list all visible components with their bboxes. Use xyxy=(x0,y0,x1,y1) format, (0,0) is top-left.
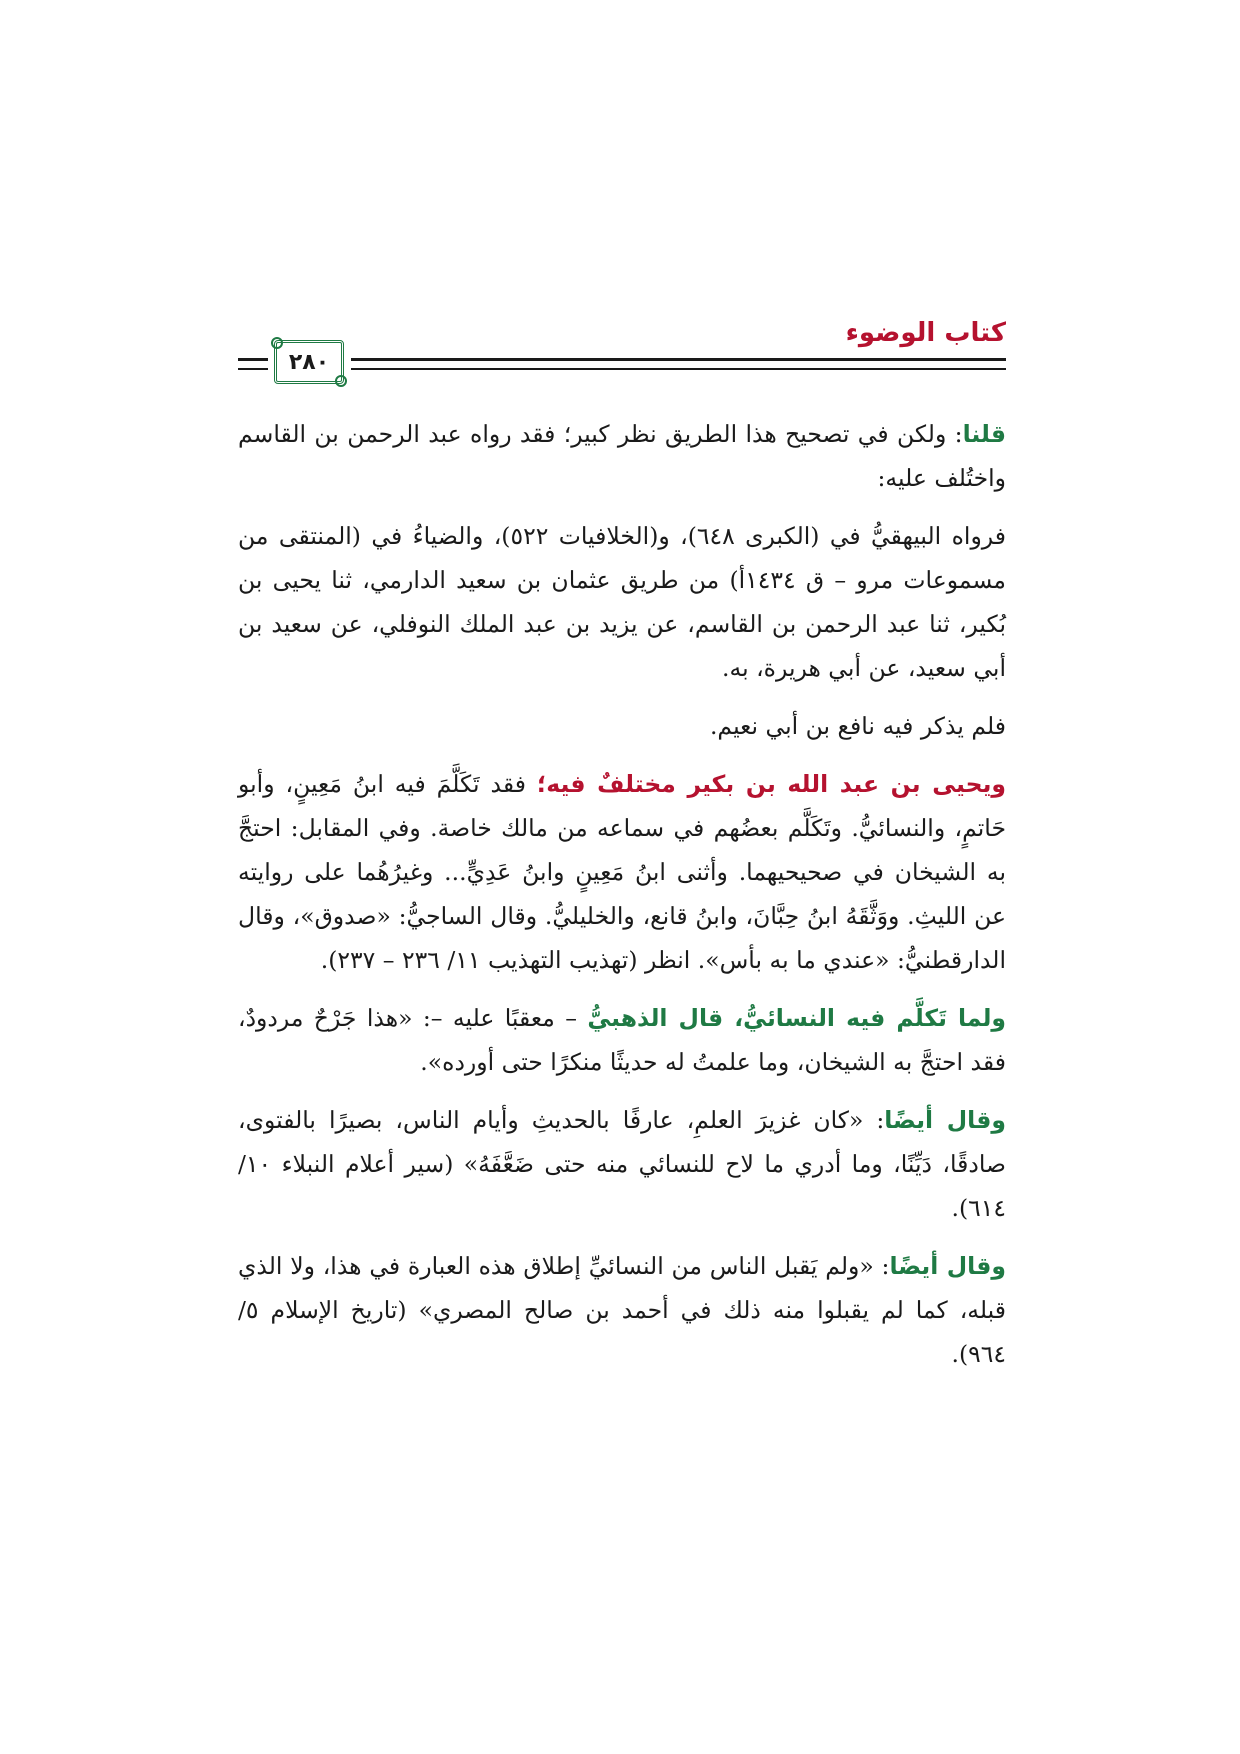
page-number: ٢٨٠ xyxy=(288,349,330,375)
paragraph xyxy=(238,996,1006,1084)
page-header xyxy=(238,312,1006,382)
paragraph-lead: ويحيى بن عبد الله بن بكير مختلفٌ فيه؛ xyxy=(536,770,1006,798)
chapter-title: كتاب الوضوء xyxy=(845,318,1006,348)
paragraph-text: : ولكن في تصحيح هذا الطريق نظر كبير؛ فقد رواه عبد الرحمن بن القاسم واختُلف عليه: xyxy=(238,420,1006,492)
paragraph-lead: وقال أيضًا xyxy=(889,1252,1007,1280)
paragraph xyxy=(238,412,1006,500)
paragraph-text: فقد تَكَلَّمَ فيه ابنُ مَعِينٍ، وأبو حَاتمٍ، والنسائيُّ. وتَكَلَّم بعضُهم في سماعه من مالك خاصة. وفي المقابل: احتجَّ به الشيخان في صحيحيهما. وأثنى ابنُ مَعِينٍ وابنُ عَدِيٍّ... وغيرُهُما على روايته عن الليثِ. ووَثَّقَهُ ابنُ حِبَّانَ، وابنُ قانع، والخليليُّ. وقال الساجيُّ: «صدوق»، وقال الدارقطنيُّ: «عندي ما به بأس». انظر (تهذيب التهذيب ١١/ ٢٣٦ – ٢٣٧). xyxy=(238,770,1006,974)
paragraph xyxy=(238,514,1006,690)
header-rule-top xyxy=(351,358,1006,361)
page-body xyxy=(238,412,1006,1390)
paragraph-text: فرواه البيهقيُّ في (الكبرى ٦٤٨)، و(الخلافيات ٥٢٢)، والضياءُ في (المنتقى من مسموعات مرو – ق ١٤٣٤أ) من طريق عثمان بن سعيد الدارمي، ثنا يحيى بن بُكير، ثنا عبد الرحمن بن القاسم، عن يزيد بن عبد الملك النوفلي، عن سعيد بن أبي سعيد، عن أبي هريرة، به. xyxy=(238,522,1006,682)
paragraph-lead: قلنا xyxy=(962,420,1006,448)
paragraph xyxy=(238,704,1006,748)
header-rule-bottom xyxy=(351,368,1006,370)
paragraph-text: – معقبًا عليه –: «هذا جَرْحٌ مردودٌ، فقد احتجَّ به الشيخان، وما علمتُ له حديثًا منكرًا حتى أورده». xyxy=(238,1004,1006,1076)
paragraph xyxy=(238,762,1006,982)
paragraph-lead: ولما تَكلَّم فيه النسائيُّ، قال الذهبيُّ xyxy=(587,1004,1006,1032)
paragraph xyxy=(238,1244,1006,1376)
paragraph xyxy=(238,1098,1006,1230)
header-rule-left-top xyxy=(238,358,268,361)
paragraph-lead: وقال أيضًا xyxy=(884,1106,1006,1134)
page-number-frame xyxy=(274,340,344,384)
paragraph-text: : «كان غزيرَ العلمِ، عارفًا بالحديثِ وأيام الناس، بصيرًا بالفتوى، صادقًا، دَيِّنًا، وما أدري ما لاح للنسائي منه حتى ضَعَّفَهُ» (سير أعلام النبلاء ١٠/ ٦١٤). xyxy=(238,1106,1006,1222)
paragraph-text: فلم يذكر فيه نافع بن أبي نعيم. xyxy=(709,712,1006,740)
header-rule-left-bottom xyxy=(238,368,268,370)
paragraph-text: : «ولم يَقبل الناس من النسائيِّ إطلاق هذه العبارة في هذا، ولا الذي قبله، كما لم يقبلوا منه ذلك في أحمد بن صالح المصري» (تاريخ الإسلام ٥/ ٩٦٤). xyxy=(238,1252,1006,1368)
